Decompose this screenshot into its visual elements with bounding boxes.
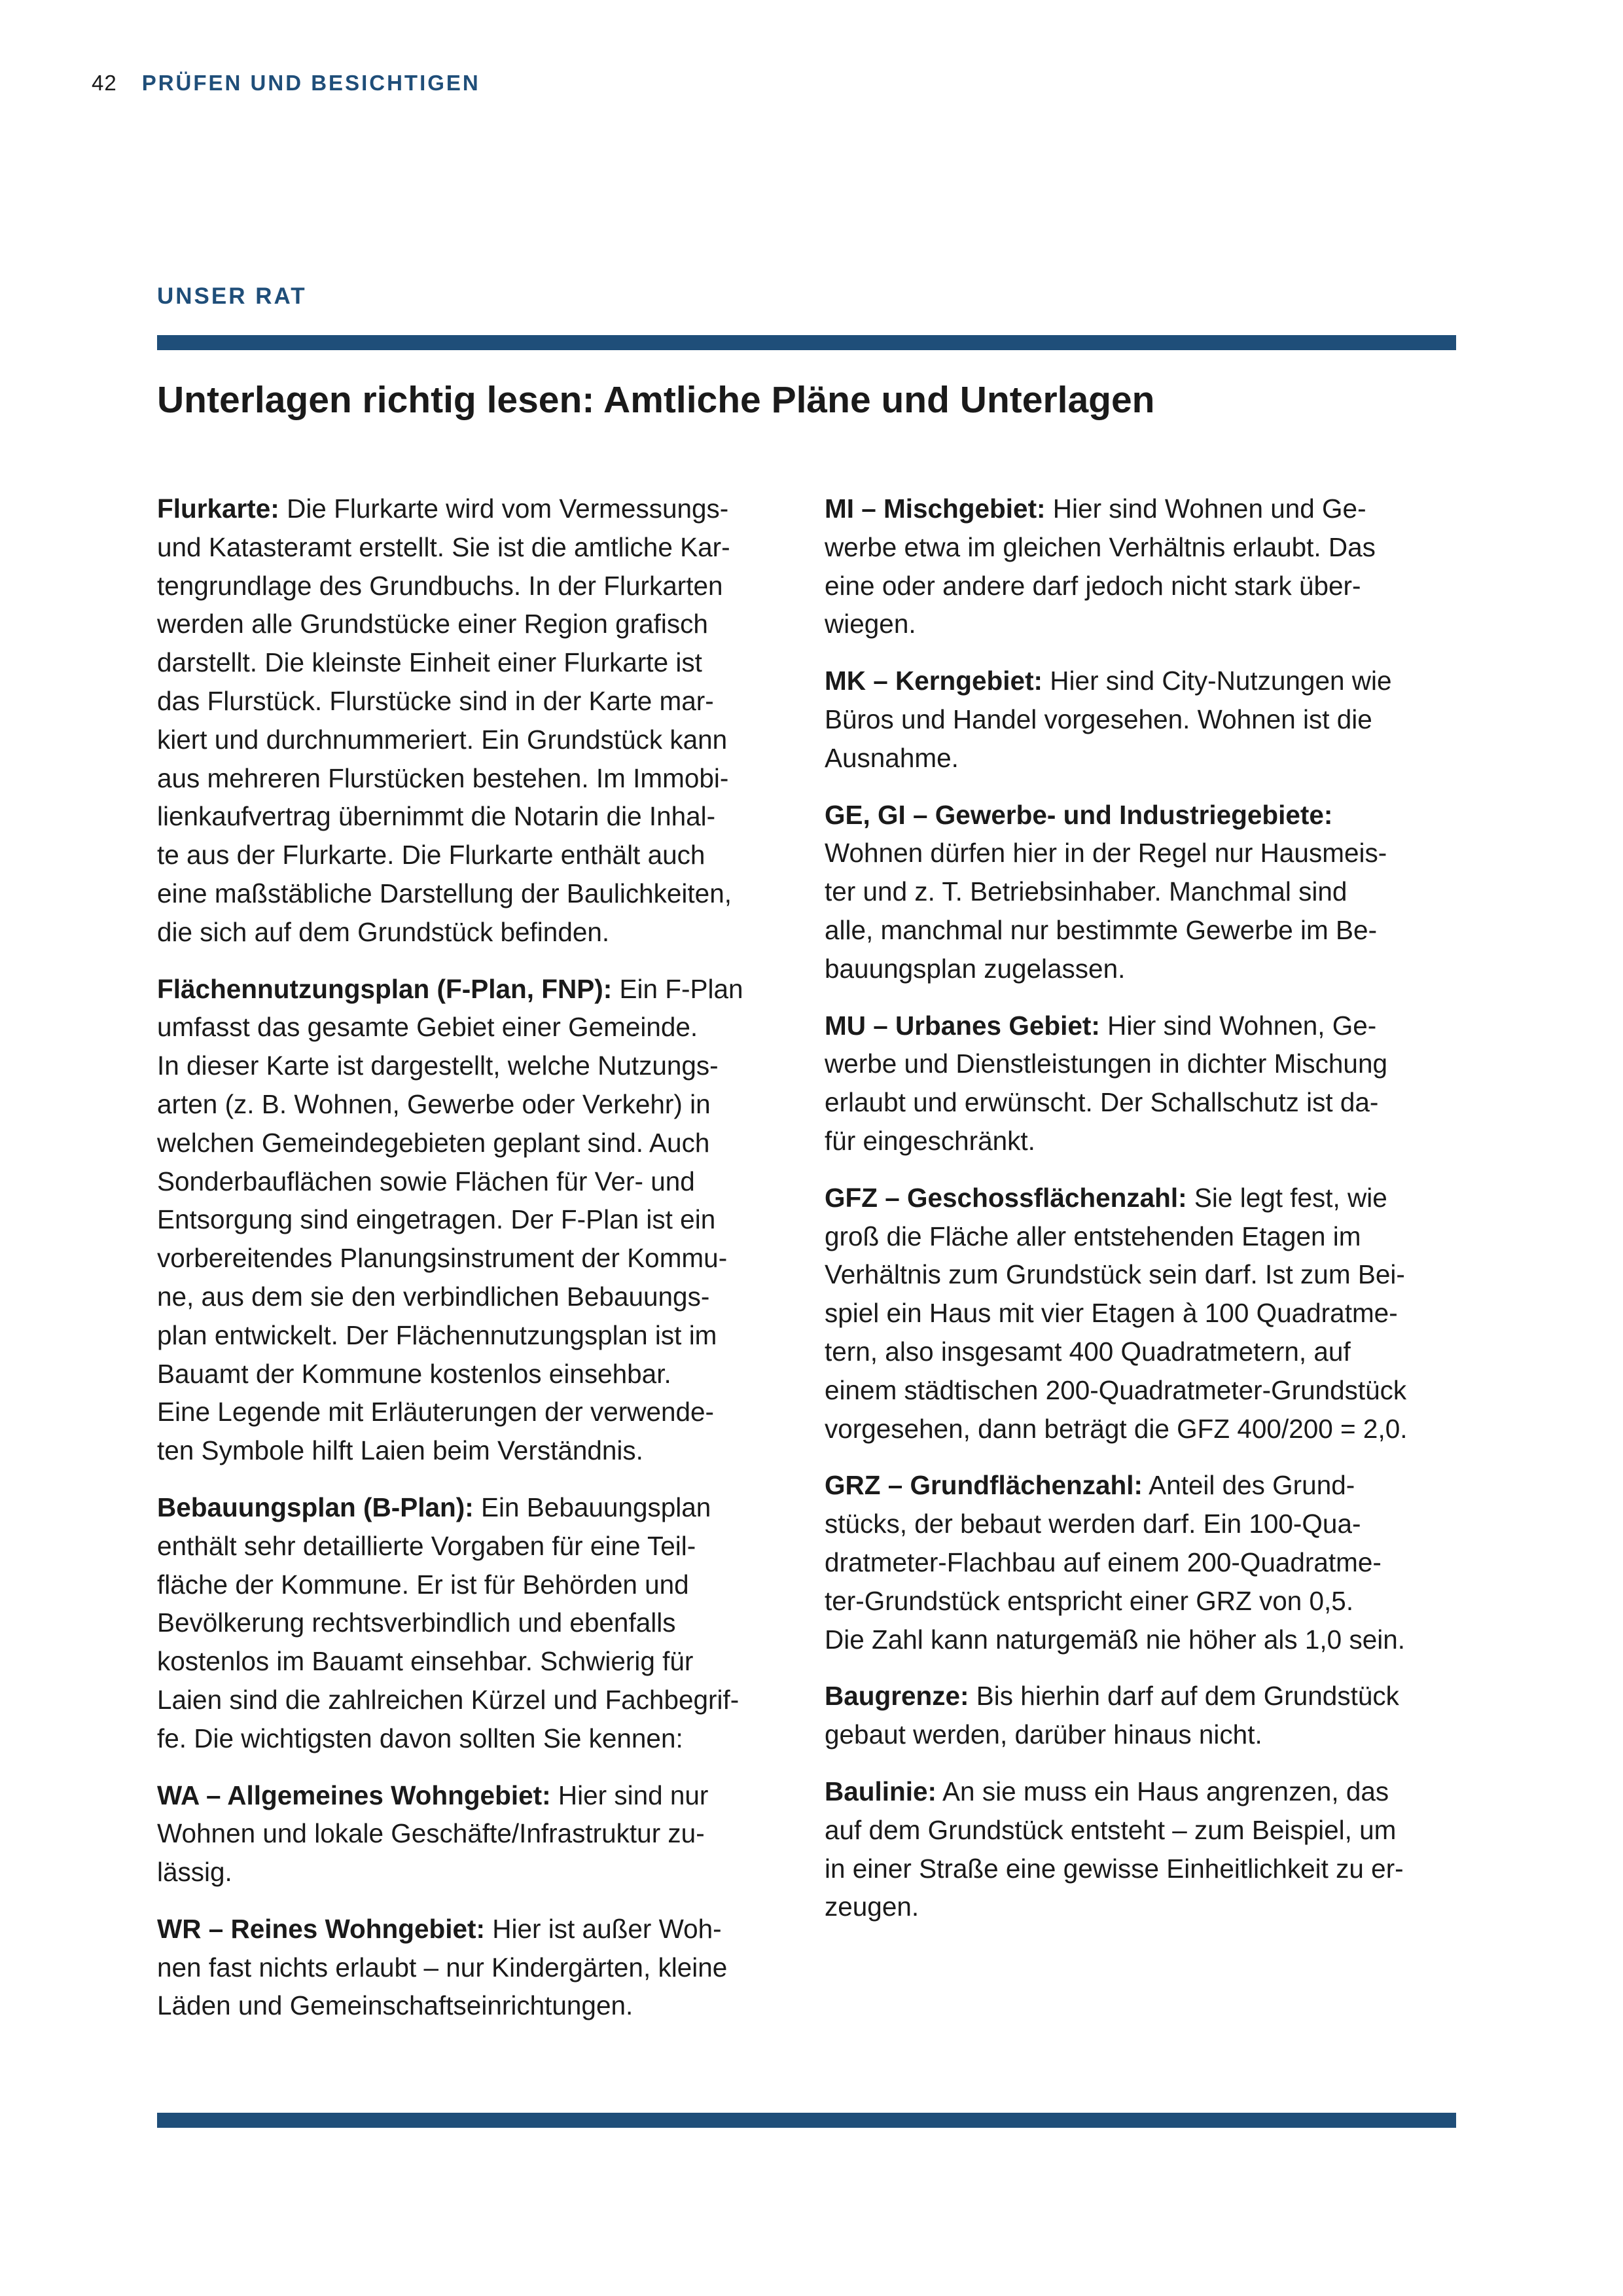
entry-line: erlaubt und erwünscht. Der Schallschutz ist da-	[825, 1087, 1379, 1118]
entry-line: Eine Legende mit Erläuterungen der verwende-	[157, 1397, 715, 1427]
glossary-entry-flurkarte	[157, 490, 785, 952]
entry-line: einem städtischen 200-Quadratmeter-Grundstück	[825, 1374, 1407, 1405]
glossary-entry-wr-reines-wohngebiet	[157, 1910, 785, 2025]
entry-line: Hier sind City-Nutzungen wie	[1043, 666, 1392, 696]
entry-line: kostenlos im Bauamt einsehbar. Schwierig für	[157, 1646, 694, 1677]
glossary-entry-baulinie	[825, 1772, 1453, 1926]
entry-line: enthält sehr detaillierte Vorgaben für eine Teil-	[157, 1530, 696, 1561]
entry-line: umfasst das gesamte Gebiet einer Gemeinde.	[157, 1012, 698, 1043]
glossary-term: GE, GI – Gewerbe- und Industriegebiete:	[825, 799, 1333, 830]
entry-line: eine oder andere darf jedoch nicht stark über-	[825, 570, 1361, 601]
section-title: PRÜFEN UND BESICHTIGEN	[141, 71, 480, 95]
glossary-term: GRZ – Grundflächenzahl:	[825, 1470, 1143, 1501]
entry-line: te aus der Flurkarte. Die Flurkarte enthält auch	[157, 840, 705, 870]
entry-line: Die Zahl kann naturgemäß nie höher als 1,0 sein.	[825, 1624, 1406, 1655]
entry-line: Bevölkerung rechtsverbindlich und ebenfalls	[157, 1607, 676, 1638]
glossary-entry-flaechennutzungsplan-f-plan-fnp	[157, 970, 785, 1470]
top-rule	[157, 335, 1456, 350]
entry-line: ter-Grundstück entspricht einer GRZ von 0,5.	[825, 1585, 1354, 1616]
entry-line: ne, aus dem sie den verbindlichen Bebauungs-	[157, 1281, 710, 1312]
entry-line: Wohnen dürfen hier in der Regel nur Hausmeis-	[825, 838, 1387, 869]
entry-line: für eingeschränkt.	[825, 1125, 1035, 1156]
entry-line: ter und z. T. Betriebsinhaber. Manchmal sind	[825, 876, 1347, 907]
glossary-term: WA – Allgemeines Wohngebiet:	[157, 1780, 551, 1810]
advice-box-label: UNSER RAT	[157, 283, 307, 309]
entry-line: und Katasteramt erstellt. Sie ist die amtliche Kar-	[157, 531, 730, 562]
entry-line: tengrundlage des Grundbuchs. In der Flurkarten	[157, 570, 723, 601]
page-number: 42	[92, 71, 117, 95]
entry-line: spiel ein Haus mit vier Etagen à 100 Quadratme-	[825, 1298, 1398, 1329]
glossary-entry-wa-allgemeines-wohngebiet	[157, 1776, 785, 1892]
entry-line: eine maßstäbliche Darstellung der Baulichkeiten,	[157, 878, 732, 908]
glossary-term: WR – Reines Wohngebiet:	[157, 1913, 486, 1944]
entry-line: Hier sind Wohnen, Ge-	[1099, 1010, 1377, 1041]
glossary-term: Flächennutzungsplan (F-Plan, FNP):	[157, 973, 613, 1004]
entry-line: In dieser Karte ist dargestellt, welche Nutzungs-	[157, 1050, 719, 1081]
advice-heading: Unterlagen richtig lesen: Amtliche Pläne und Unterlagen	[157, 379, 1155, 421]
bottom-rule	[157, 2113, 1456, 2128]
entry-line: bauungsplan zugelassen.	[825, 953, 1126, 984]
glossary-entry-gfz-geschossflaechenzahl	[825, 1179, 1453, 1448]
entry-line: lienkaufvertrag übernimmt die Notarin die Inhal-	[157, 801, 716, 832]
entry-line: Bis hierhin darf auf dem Grundstück	[969, 1681, 1399, 1712]
entry-line: alle, manchmal nur bestimmte Gewerbe im Be-	[825, 914, 1378, 945]
entry-line: ten Symbole hilft Laien beim Verständnis.	[157, 1435, 643, 1466]
glossary-entry-baugrenze	[825, 1677, 1453, 1754]
entry-line: zeugen.	[825, 1892, 919, 1922]
glossary-term: Baugrenze:	[825, 1681, 969, 1712]
entry-line: Ein F-Plan	[612, 973, 743, 1004]
glossary-entry-bebauungsplan-b-plan	[157, 1488, 785, 1758]
entry-line: in einer Straße eine gewisse Einheitlichkeit zu er-	[825, 1853, 1404, 1884]
running-header	[92, 71, 480, 96]
entry-line: das Flurstück. Flurstücke sind in der Karte mar-	[157, 685, 714, 716]
left-column	[157, 490, 785, 2043]
entry-line: Büros und Handel vorgesehen. Wohnen ist die	[825, 704, 1372, 734]
entry-line: Laien sind die zahlreichen Kürzel und Fachbegrif-	[157, 1684, 740, 1715]
entry-line: Ausnahme.	[825, 742, 959, 773]
entry-line: nen fast nichts erlaubt – nur Kindergärten, kleine	[157, 1952, 728, 1982]
entry-line: Anteil des Grund-	[1143, 1470, 1355, 1501]
glossary-entry-ge-gi-gewerbe-und-industriegebiete	[825, 796, 1453, 988]
glossary-term: MI – Mischgebiet:	[825, 493, 1046, 524]
glossary-term: MK – Kerngebiet:	[825, 666, 1043, 696]
entry-line: fe. Die wichtigsten davon sollten Sie kennen:	[157, 1723, 683, 1753]
entry-line: gebaut werden, darüber hinaus nicht.	[825, 1719, 1262, 1750]
glossary-term: MU – Urbanes Gebiet:	[825, 1010, 1100, 1041]
entry-line: arten (z. B. Wohnen, Gewerbe oder Verkehr) in	[157, 1088, 711, 1119]
entry-line: Verhältnis zum Grundstück sein darf. Ist zum Bei-	[825, 1259, 1405, 1290]
entry-line: Ein Bebauungsplan	[473, 1492, 711, 1522]
entry-line: tern, also insgesamt 400 Quadratmetern, auf	[825, 1336, 1351, 1367]
entry-line: Die Flurkarte wird vom Vermessungs-	[279, 493, 729, 524]
entry-line: werden alle Grundstücke einer Region grafisch	[157, 609, 708, 639]
entry-line: Sie legt fest, wie	[1186, 1182, 1387, 1213]
entry-line: kiert und durchnummeriert. Ein Grundstück kann	[157, 724, 728, 755]
glossary-entry-mu-urbanes-gebiet	[825, 1007, 1453, 1160]
entry-line: vorgesehen, dann beträgt die GFZ 400/200 = 2,0.	[825, 1413, 1408, 1444]
entry-line: Hier ist außer Woh-	[485, 1913, 722, 1944]
entry-line: wiegen.	[825, 609, 916, 639]
glossary-term: Flurkarte:	[157, 493, 279, 524]
entry-line: aus mehreren Flurstücken bestehen. Im Immobi-	[157, 762, 729, 793]
glossary-entry-mi-mischgebiet	[825, 490, 1453, 643]
glossary-term: GFZ – Geschossflächenzahl:	[825, 1182, 1187, 1213]
entry-line: werbe und Dienstleistungen in dichter Mischung	[825, 1049, 1387, 1079]
entry-line: groß die Fläche aller entstehenden Etagen im	[825, 1221, 1361, 1251]
entry-line: lässig.	[157, 1857, 232, 1888]
entry-line: plan entwickelt. Der Flächennutzungsplan ist im	[157, 1319, 717, 1350]
glossary-entry-mk-kerngebiet	[825, 662, 1453, 777]
entry-line: die sich auf dem Grundstück befinden.	[157, 916, 610, 947]
entry-line: Bauamt der Kommune kostenlos einsehbar.	[157, 1358, 671, 1389]
entry-line: Sonderbauflächen sowie Flächen für Ver- und	[157, 1166, 695, 1196]
entry-line: vorbereitendes Planungsinstrument der Kommu-	[157, 1243, 728, 1274]
glossary-entry-grz-grundflaechenzahl	[825, 1466, 1453, 1659]
glossary-term: Bebauungsplan (B-Plan):	[157, 1492, 474, 1522]
entry-line: Hier sind Wohnen und Ge-	[1045, 493, 1366, 524]
entry-line: fläche der Kommune. Er ist für Behörden und	[157, 1569, 689, 1600]
entry-line: Entsorgung sind eingetragen. Der F-Plan ist ein	[157, 1204, 716, 1235]
entry-line: An sie muss ein Haus angrenzen, das	[936, 1776, 1389, 1806]
entry-line: dratmeter-Flachbau auf einem 200-Quadratme-	[825, 1547, 1382, 1577]
entry-line: stücks, der bebaut werden darf. Ein 100-Qua-	[825, 1509, 1361, 1539]
entry-line: welchen Gemeindegebieten geplant sind. Auch	[157, 1127, 710, 1158]
glossary-term: Baulinie:	[825, 1776, 937, 1806]
right-column	[825, 490, 1453, 1945]
entry-line: auf dem Grundstück entsteht – zum Beispiel, um	[825, 1814, 1397, 1845]
entry-line: werbe etwa im gleichen Verhältnis erlaubt. Das	[825, 531, 1376, 562]
entry-line: Läden und Gemeinschaftseinrichtungen.	[157, 1990, 633, 2021]
entry-line: Wohnen und lokale Geschäfte/Infrastruktur zu-	[157, 1818, 705, 1849]
entry-line: darstellt. Die kleinste Einheit einer Flurkarte ist	[157, 647, 702, 678]
entry-line: Hier sind nur	[550, 1780, 709, 1810]
